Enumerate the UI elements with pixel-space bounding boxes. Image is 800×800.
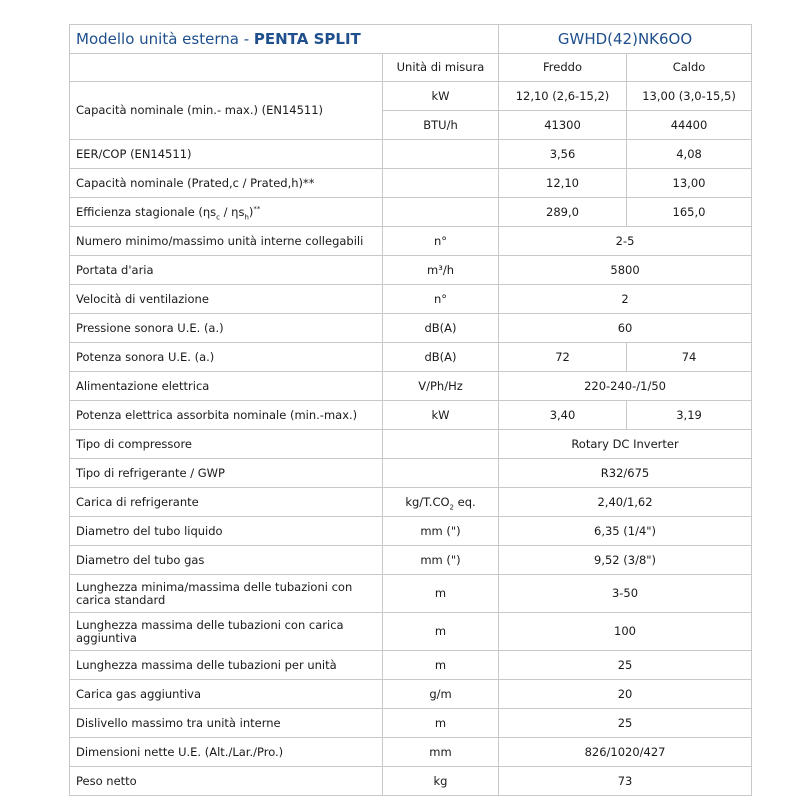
row-label: Numero minimo/massimo unità interne collegabili (70, 227, 383, 256)
spec-table (69, 24, 752, 796)
row-value: 220-240-/1/50 (499, 372, 752, 401)
row-value: Rotary DC Inverter (499, 430, 752, 459)
heat-value: 13,00 (3,0-15,5) (627, 82, 752, 111)
row-label: Carica di refrigerante (70, 488, 383, 517)
row-unit: mm (") (383, 546, 499, 575)
row-value: R32/675 (499, 459, 752, 488)
row-unit: kg (383, 767, 499, 796)
row-value: 100 (499, 613, 752, 651)
heat-value: 3,19 (627, 401, 752, 430)
row-value: 2 (499, 285, 752, 314)
heat-value: 4,08 (627, 140, 752, 169)
row-label: Velocità di ventilazione (70, 285, 383, 314)
table-row (70, 372, 752, 401)
table-row (70, 285, 752, 314)
row-value: 9,52 (3/8") (499, 546, 752, 575)
row-label: Potenza elettrica assorbita nominale (min.-max.) (70, 401, 383, 430)
row-unit: mm (") (383, 517, 499, 546)
heat-value: 165,0 (627, 198, 752, 227)
row-value: 6,35 (1/4") (499, 517, 752, 546)
cool-value: 3,56 (499, 140, 627, 169)
model-name: GWHD(42)NK6OO (499, 25, 752, 54)
row-value: 20 (499, 680, 752, 709)
row-label: Dimensioni nette U.E. (Alt./Lar./Pro.) (70, 738, 383, 767)
table-row (70, 343, 752, 372)
row-label: Lunghezza minima/massima delle tubazioni con carica standard (70, 575, 383, 613)
heat-value: 44400 (627, 111, 752, 140)
row-value: 73 (499, 767, 752, 796)
row-value: 5800 (499, 256, 752, 285)
row-value: 826/1020/427 (499, 738, 752, 767)
cool-value: 3,40 (499, 401, 627, 430)
row-unit: dB(A) (383, 343, 499, 372)
table-row (70, 82, 752, 111)
row-label: Lunghezza massima delle tubazioni con carica aggiuntiva (70, 613, 383, 651)
row-label: Potenza sonora U.E. (a.) (70, 343, 383, 372)
heat-value: 13,00 (627, 169, 752, 198)
row-label: Portata d'aria (70, 256, 383, 285)
cool-value: 41300 (499, 111, 627, 140)
heat-column-header: Caldo (627, 54, 752, 82)
table-row (70, 140, 752, 169)
table-row (70, 256, 752, 285)
table-row (70, 546, 752, 575)
row-unit: $kg/T.CO_2$ eq. (383, 488, 499, 517)
cool-value: 289,0 (499, 198, 627, 227)
unit-column-header: Unità di misura (383, 54, 499, 82)
table-row (70, 459, 752, 488)
row-label: Alimentazione elettrica (70, 372, 383, 401)
row-label: Dislivello massimo tra unità interne (70, 709, 383, 738)
cool-value: 12,10 (2,6-15,2) (499, 82, 627, 111)
table-row (70, 430, 752, 459)
row-label: Capacità nominale (Prated,c / Prated,h)** (70, 169, 383, 198)
row-label: EER/COP (EN14511) (70, 140, 383, 169)
row-value: 25 (499, 709, 752, 738)
row-unit: m³/h (383, 256, 499, 285)
table-row (70, 680, 752, 709)
row-value: 2,40/1,62 (499, 488, 752, 517)
table-row (70, 767, 752, 796)
row-label: Diametro del tubo gas (70, 546, 383, 575)
row-label: Peso netto (70, 767, 383, 796)
row-label: Lunghezza massima delle tubazioni per unità (70, 651, 383, 680)
table-row (70, 169, 752, 198)
row-label: Diametro del tubo liquido (70, 517, 383, 546)
row-value: 3-50 (499, 575, 752, 613)
table-row (70, 488, 752, 517)
row-unit: kW (383, 82, 499, 111)
table-row (70, 517, 752, 546)
row-unit: mm (383, 738, 499, 767)
row-unit: BTU/h (383, 111, 499, 140)
column-header-row (70, 54, 752, 82)
row-unit: V/Ph/Hz (383, 372, 499, 401)
table-row (70, 314, 752, 343)
row-unit: dB(A) (383, 314, 499, 343)
row-value: 2-5 (499, 227, 752, 256)
table-row (70, 198, 752, 227)
table-row (70, 613, 752, 651)
table-row (70, 575, 752, 613)
row-label: Tipo di refrigerante / GWP (70, 459, 383, 488)
row-unit: m (383, 613, 499, 651)
row-value: 60 (499, 314, 752, 343)
cool-value: 72 (499, 343, 627, 372)
cool-column-header: Freddo (499, 54, 627, 82)
row-label: Efficienza stagionale $(\eta s_c / \eta s_h)^{**}$ (70, 198, 383, 227)
table-title: Modello unità esterna - PENTA SPLIT (70, 25, 499, 54)
table-row (70, 227, 752, 256)
row-unit: n° (383, 227, 499, 256)
row-value: 25 (499, 651, 752, 680)
row-unit: m (383, 651, 499, 680)
row-label: Capacità nominale (min.- max.) (EN14511) (70, 82, 383, 140)
table-row (70, 651, 752, 680)
title-row (70, 25, 752, 54)
row-unit: m (383, 709, 499, 738)
row-unit: kW (383, 401, 499, 430)
cool-value: 12,10 (499, 169, 627, 198)
row-label: Tipo di compressore (70, 430, 383, 459)
heat-value: 74 (627, 343, 752, 372)
row-unit: g/m (383, 680, 499, 709)
table-row (70, 401, 752, 430)
table-row (70, 709, 752, 738)
table-row (70, 738, 752, 767)
row-label: Pressione sonora U.E. (a.) (70, 314, 383, 343)
row-unit: n° (383, 285, 499, 314)
row-unit: m (383, 575, 499, 613)
row-label: Carica gas aggiuntiva (70, 680, 383, 709)
